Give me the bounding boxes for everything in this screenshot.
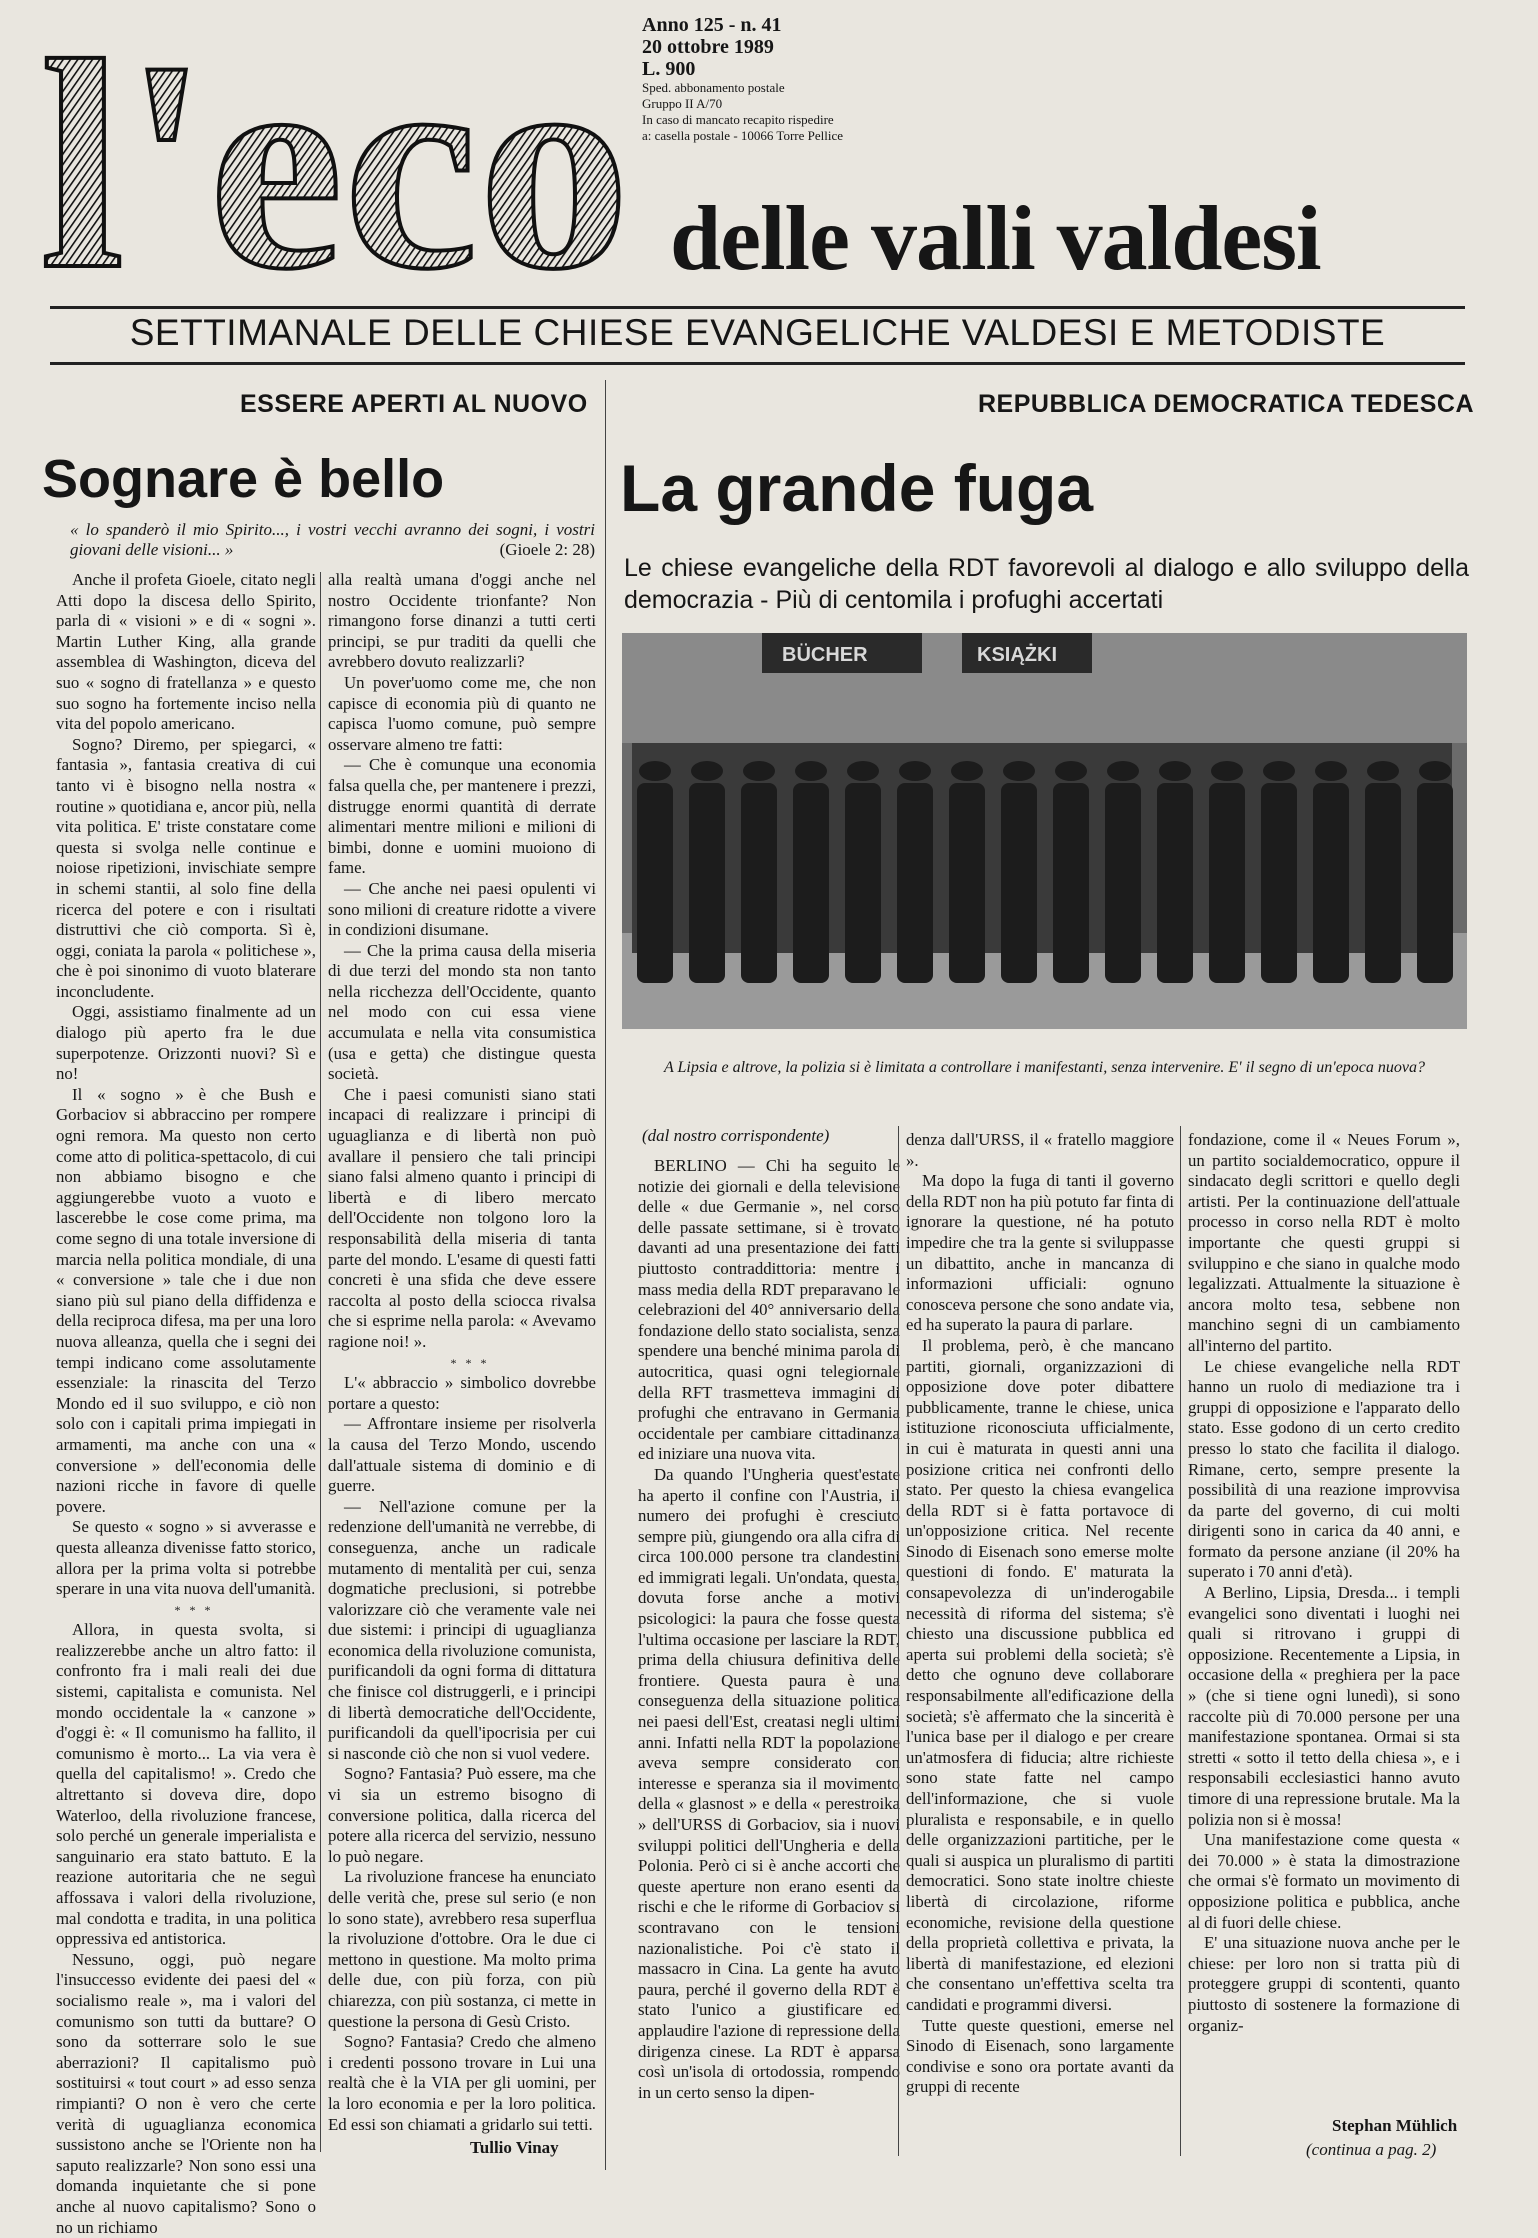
right-kicker: REPUBBLICA DEMOCRATICA TEDESCA (978, 390, 1475, 418)
paragraph: Allora, in questa svolta, si realizzerebbe anche un altro fatto: il confronto fra i mali reali dei due sistemi, capitalista e comunista. Nel mondo occidentale la « canzone » d'oggi è: « Il comunismo ha fallito, il comunismo è morto... La via vera è quella del capitalismo! ». Credo che altrettanto si doveva dire, dopo Waterloo, della rivoluzione francese, solo perché un generale imperialista e sanguinario era stato battuto. E la reazione autoritaria che ne seguì affossava i valori della rivoluzione, mal condotta e tradita, in una politica oppressiva ed antistorica. (56, 1620, 316, 1949)
paragraph: BERLINO — Chi ha seguito le notizie dei giornali e della televisione delle « due Germanie », nel corso delle passate settimane, si è trovato davanti ad una presentazione dei fatti piuttosto contraddittoria: mentre i mass media della RDT preparavano le celebrazioni del 40° anniversario della fondazione dello stato socialista, senza spendere una benché minima parola di autocritica, quasi ogni telegiornale della RFT trasmetteva immagini di profughi che entravano in Germania occidentale per cambiare cittadinanza ed iniziare una nuova vita. (638, 1156, 900, 1464)
officer-cap (691, 761, 723, 781)
paragraph: Il problema, però, è che mancano partiti, giornali, organizzazioni di opposizione dove poter dibattere pubblicamente, tranne le chiese, unica istituzione riconosciuta ufficialmente, in cui è maturata in questi anni una posizione critica nei confronti dello stato. Per questo la chiesa evangelica della RDT si è fatta portavoce di un'opposizione critica. Nel recente Sinodo di Eisenach sono emerse molte questioni di fondo. E' maturata la consapevolezza di un'inderogabile necessità di riforma del sistema; s'è chiesto una discussione pubblica ed aperta sui problemi della società; s'è detto che ognuno deve collaborare responsabilmente all'edificazione della società; s'è affermato che la sincerità è l'unica base per il dialogo e per creare un'atmosfera di fiducia; altre richieste sono state fatte nel campo dell'informazione, che si vuole pluralista e responsabile, e in quello delle organizzazioni partitiche, per le quali si auspica un pluralismo di partiti democratici. Sono state inoltre chieste libertà di circolazione, riforme economiche, revisione della questione della proprietà collettiva e privata, la libertà di manifestazione, ed elezioni che consentano un'effettiva scelta tra candidati e programmi diversi. (906, 1335, 1174, 2014)
column-divider (898, 1126, 899, 2156)
officer-cap (1003, 761, 1035, 781)
paragraph: Sogno? Fantasia? Credo che almeno i credenti possono trovare in Lui una realtà che è la VIA per gli uomini, per la loro economia e per la loro politica. Ed essi son chiamati a gridarlo sui tetti. (328, 2032, 596, 2134)
paragraph: Tutte queste questioni, emerse nel Sinodo di Eisenach, sono largamente condivise e sono ora portate avanti da gruppi di recente (906, 2015, 1174, 2097)
right-subheadline: Le chiese evangeliche della RDT favorevoli al dialogo e allo sviluppo della democrazia - Più di centomila i profughi accertati (624, 554, 1469, 614)
section-separator: * * * (174, 1602, 214, 1617)
officer-cap (899, 761, 931, 781)
officer-figure (949, 783, 985, 983)
postal-line-4: a: casella postale - 10066 Torre Pellice (642, 128, 843, 143)
paragraph: A Berlino, Lipsia, Dresda... i templi evangelici sono diventati i luoghi nei quali si ritrovano i gruppi di opposizione. Recentemente a Lipsia, in occasione della « preghiera per la pace » (che si tiene ogni lunedì), si sono raccolte più di 70.000 persone per una manifestazione spontanea. Ormai si sta stretti « sotto il tetto della chiesa », e i responsabili ecclesiastici hanno avuto timore di una repressione brutale. Ma la polizia non si è mossa! (1188, 1583, 1460, 1829)
officer-cap (1107, 761, 1139, 781)
article-divider (605, 380, 606, 2170)
officer-figure (1365, 783, 1401, 983)
officer-cap (1315, 761, 1347, 781)
officer-cap (1419, 761, 1451, 781)
officer-cap (1055, 761, 1087, 781)
officer-cap (1159, 761, 1191, 781)
postal-line-3: In caso di mancato recapito rispedire (642, 112, 834, 127)
news-photo (622, 633, 1467, 1029)
paragraph: Anche il profeta Gioele, citato negli Atti dopo la discesa dello Spirito, parla di « visioni » e di « sogni ». Martin Luther King, alla grande assemblea di Washington, diceva del suo « sogno di fratellanza » e questo suo sogno ha fortemente inciso nella vita del popolo americano. (56, 570, 316, 734)
left-article-column-2 (328, 570, 596, 2135)
paragraph: Sogno? Fantasia? Può essere, ma che vi sia un estremo bisogno di conversione politica, dalla ricerca del potere alla ricerca del servizio, nessuno lo può negare. (328, 1764, 596, 1866)
officer-figure (1261, 783, 1297, 983)
officer-figure (1417, 783, 1453, 983)
officer-cap (1211, 761, 1243, 781)
officer-figure (741, 783, 777, 983)
left-kicker: ESSERE APERTI AL NUOVO (240, 390, 588, 418)
continued-note: (continua a pag. 2) (1306, 2140, 1437, 2159)
paragraph: — Che la prima causa della miseria di due terzi del mondo sta non tanto nella ricchezza dell'Occidente, quanto nel modo con cui essa viene accumulata e nella vita consumistica (usa e getta) che distingue questa società. (328, 940, 596, 1084)
officer-figure (637, 783, 673, 983)
tagline-rule (50, 362, 1465, 365)
paragraph: Nessuno, oggi, può negare l'insuccesso evidente dei paesi del « socialismo reale », ma i valori del comunismo son tutti da buttare? O sono da sotterrare solo le sue aberrazioni? Il capitalismo può sostituirsi « tout court » ad esso senza rimpianti? O non è vero che certe verità di uguaglianza economica sussistono anche se l'Oriente non ha saputo realizzarle? Non sono essi una domanda inquietante che si pone anche al nuovo capitalismo? Sono o no un richiamo (56, 1949, 316, 2237)
paragraph: Ma dopo la fuga di tanti il governo della RDT non ha più potuto far finta di ignorare la questione, né ha potuto impedire che tra la gente si sviluppasse un dibattito, anche in mancanza di informazioni ufficiali: ognuno conosceva persone che sono andate via, ed ha superato la paura di parlare. (906, 1171, 1174, 1335)
left-headline: Sognare è bello (42, 449, 445, 509)
right-signature: Stephan Mühlich (1332, 2116, 1458, 2135)
epigraph: « lo spanderò il mio Spirito..., i vostri vecchi avranno dei sogni, i vostri giovani delle visioni... » (70, 520, 595, 559)
officer-cap (1263, 761, 1295, 781)
paragraph: Da quando l'Ungheria quest'estate ha aperto il confine con l'Austria, il numero dei profughi è cresciuto sempre più, giungendo ora alla cifra di circa 100.000 persone tra clandestini ed immigrati legali. Un'ondata, questa, dovuta forse anche a motivi psicologici: la paura che fosse questa l'ultima occasione per lasciare la RDT, prima della chiusura definitiva delle frontiere. Questa paura è una conseguenza della situazione politica nei paesi dell'Est, creatasi negli ultimi anni. Infatti nella RDT la popolazione aveva sempre considerato con interesse e speranza sia il movimento della « glasnost » e della « perestroika » dell'URSS di Gorbaciov, sia i nuovi sviluppi politici dell'Ungheria e della Polonia. Però ci si è anche accorti che queste aperture non erano esenti da rischi e che le riforme di Gorbaciov si scontravano con le tensioni nazionalistiche. Poi c'è stato il massacro in Cina. La gente ha avuto paura, perché il governo della RDT è stato l'unico a giustificare ed applaudire l'azione di repressione della dirigenza cinese. La RDT è apparsa così un'isola di ortodossia, rompendo in un certo senso la dipen- (638, 1464, 900, 2102)
issue-info (642, 14, 843, 144)
officer-cap (1367, 761, 1399, 781)
right-article-column-2 (906, 1130, 1174, 2098)
paragraph: — Affrontare insieme per risolverla la causa del Terzo Mondo, uscendo dall'attuale sistema di dominio e di guerre. (328, 1414, 596, 1496)
paragraph: — Nell'azione comune per la redenzione dell'umanità ne verrebbe, di conseguenza, anche un radicale mutamento di mentalità per cui, senza dogmatiche preclusioni, si potrebbe valorizzare ciò che veramente vale nei due sistemi: i principi di uguaglianza economica della rivoluzione comunista, purificandoli da ogni forma di dittatura che finisce col distruggerli, e i principi di libertà democratiche dell'Occidente, purificandoli da quell'ipocrisia per cui si nasconde ciò che non si vuol vedere. (328, 1496, 596, 1763)
paragraph: Che i paesi comunisti siano stati incapaci di realizzare i principi di uguaglianza e di libertà non può avallare il pensiero che tali principi siano falsi almeno quanto i principi di libertà e di libero mercato dell'Occidente non tolgono loro la responsabilità della miseria di tanta parte del mondo. L'esame di questi fatti concreti è una sfida che deve essere raccolta al posto della sciocca rivalsa che si esprime nella parola: « Avevamo ragione noi! ». (328, 1084, 596, 1351)
right-headline: La grande fuga (620, 451, 1094, 525)
paragraph: Il « sogno » è che Bush e Gorbaciov si abbraccino per rompere ogni remora. Ma questo non certo come atto di politica-spettacolo, di cui non abbiamo bisogno e che aggiungerebbe vuoto a vuoto e lascerebbe le cose come prima, ma come segno di una totale inversione di marcia nella politica mondiale, di una « conversione » tale che i due non siano più sul piano della diffidenza e della reciproca difesa, ma per una loro nuova alleanza, quella che i segni dei tempi indicano come assolutamente essenziale: la rinascita del Terzo Mondo ed il suo sviluppo, e ciò non solo con i capitali prima impiegati in armamenti, ma anche con una « conversione » dell'economia delle nazioni ricche in favore di quelle povere. (56, 1084, 316, 1516)
column-divider (1180, 1126, 1181, 2156)
right-article-column-1 (638, 1156, 900, 2103)
paragraph: Le chiese evangeliche nella RDT hanno un ruolo di mediazione tra i gruppi di opposizione e l'apparato dello stato. Esse godono di un certo credito presso lo stato che facilita il dialogo. Rimane, certo, sempre presente la possibilità di una reazione improvvisa da parte del governo, di cui molti dirigenti sono in carica da 40 anni, e formato da persone anziane (il 20% ha superato i 70 anni d'età). (1188, 1356, 1460, 1582)
paragraph: Se questo « sogno » si avverasse e questa alleanza divenisse fatto storico, allora per la prima volta si potrebbe sperare in una vita nuova dell'umanità. (56, 1517, 316, 1599)
masthead-tagline: SETTIMANALE DELLE CHIESE EVANGELICHE VALDESI E METODISTE (129, 312, 1386, 353)
officer-figure (897, 783, 933, 983)
officer-cap (847, 761, 879, 781)
shop-sign-1: BÜCHER (782, 644, 868, 666)
paragraph: Una manifestazione come questa « dei 70.000 » è stata la dimostrazione che ormai s'è formato un movimento di opposizione politica e pubblica, anche al di fuori delle chiese. (1188, 1830, 1460, 1932)
paragraph: La rivoluzione francese ha enunciato delle verità che, prese sul serio (e non lo sono state), avrebbero resa superflua la rivoluzione d'ottobre. Ora le due ci mettono in questione. Ma molto prima delle due, con più forza, con più chiarezza, con più sostanza, ci mette in questione la persona di Gesù Cristo. (328, 1867, 596, 2031)
officer-cap (743, 761, 775, 781)
officer-figure (793, 783, 829, 983)
byline: (dal nostro corrispondente) (642, 1126, 830, 1145)
officer-figure (689, 783, 725, 983)
left-article-column-1 (56, 570, 316, 2238)
postal-line-2: Gruppo II A/70 (642, 96, 723, 111)
officer-figure (1209, 783, 1245, 983)
officer-figure (1157, 783, 1193, 983)
officer-cap (795, 761, 827, 781)
epigraph-reference: (Gioele 2: 28) (499, 540, 595, 559)
paragraph: — Che è comunque una economia falsa quella che, per mantenere i prezzi, distrugge enormi quantità di derrate alimentari mentre milioni e milioni di bimbi, donne e uomini muoiono di fame. (328, 755, 596, 878)
issue-date: 20 ottobre 1989 (642, 36, 774, 58)
right-article-column-3 (1188, 1130, 1460, 2036)
paragraph: — Che anche nei paesi opulenti vi sono milioni di creature ridotte a vivere in condizioni disumane. (328, 878, 596, 940)
officer-figure (1313, 783, 1349, 983)
shop-sign-2: KSIĄŻKI (977, 644, 1057, 666)
photo-police-lineup (622, 633, 1467, 1029)
officer-figure (1105, 783, 1141, 983)
paragraph: denza dall'URSS, il « fratello maggiore ». (906, 1130, 1174, 1170)
column-divider (320, 572, 321, 2152)
issue-number: Anno 125 - n. 41 (642, 14, 782, 36)
paragraph: E' una situazione nuova anche per le chiese: per loro non si tratta più di proteggere gruppi di scontenti, quanto piuttosto di sostenere la formazione di organiz- (1188, 1933, 1460, 2035)
top-rule (50, 306, 1465, 309)
postal-line-1: Sped. abbonamento postale (642, 80, 785, 95)
officer-cap (639, 761, 671, 781)
paragraph: fondazione, come il « Neues Forum », un partito socialdemocratico, oppure il sindacato degli scrittori e quello degli artisti. Per la continuazione dell'attuale processo in corso nella RDT è molto importante che questi gruppi si sviluppino e che siano in qualche modo legalizzati. Attualmente la situazione è ancora molto tesa, sebbene non manchino segni di un cambiamento all'interno del partito. (1188, 1130, 1460, 1355)
paragraph: Oggi, assistiamo finalmente ad un dialogo più aperto fra le due superpotenze. Orizzonti nuovi? Sì e no! (56, 1002, 316, 1084)
officer-figure (845, 783, 881, 983)
paragraph: Un pover'uomo come me, che non capisce di economia più di quanto ne capisca l'uomo comune, può sempre osservare almeno tre fatti: (328, 672, 596, 754)
masthead-logo (40, 18, 640, 288)
paragraph: alla realtà umana d'oggi anche nel nostro Occidente trionfante? Non rimangono forse dinanzi a tutti certi principi, se pur traditi da quelli che avrebbero dovuto realizzarli? (328, 570, 596, 672)
issue-price: L. 900 (642, 58, 696, 80)
masthead-subtitle: delle valli valdesi (670, 187, 1321, 289)
paragraph: L'« abbraccio » simbolico dovrebbe portare a questo: (328, 1373, 596, 1413)
paragraph: Sogno? Diremo, per spiegarci, « fantasia », fantasia creativa di cui tanto vi è bisogno nella nostra « routine » quotidiana e, ancor più, nella vita politica. E' triste constatare come questa si svolga nelle continue e noiose ripetizioni, invischiate sempre in schemi stantii, al solo fine della ricerca del potere e con i risultati distruttivi che ciò comporta. Sì è, oggi, coniata la parola « politichese », che è poi sinonimo di vuoto blaterare inconcludente. (56, 734, 316, 1001)
svg-text:l'eco: l'eco (40, 18, 630, 288)
officer-figure (1053, 783, 1089, 983)
officer-cap (951, 761, 983, 781)
section-separator: * * * (450, 1355, 490, 1370)
photo-caption: A Lipsia e altrove, la polizia si è limitata a controllare i manifestanti, senza intervenire. E' il segno di un'epoca nuova? (664, 1059, 1425, 1076)
left-signature: Tullio Vinay (470, 2138, 559, 2157)
officer-figure (1001, 783, 1037, 983)
